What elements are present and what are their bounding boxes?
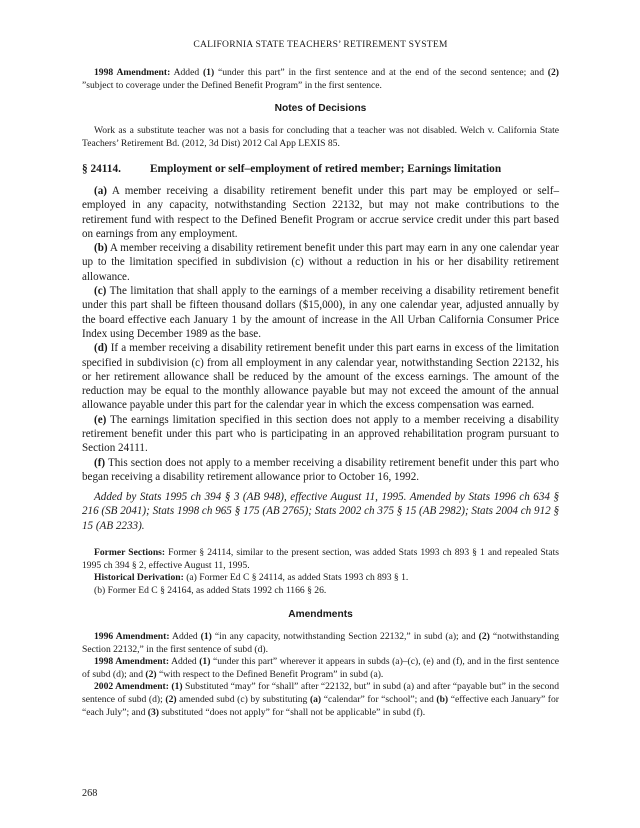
- notes-text: Work as a substitute teacher was not a basis for concluding that a teacher was not disabled. Welch v. California State Teachers’ Retirement Bd. (2012, 3d Dist) 2012 Cal App LEXIS 85.: [82, 125, 559, 149]
- amendments-list: [82, 631, 559, 719]
- section-number: § 24114.: [82, 163, 121, 175]
- amendment-2002: 2002 Amendment: (1) Substituted “may” for “shall” after “22132, but” in subd (a) and after “payable but” in the second sentence of subd (d); (2) amended subd (c) by substituting (a) “calendar” for “school”; and (b) “effective each January” for “each July”; and (3) substituted “does not apply” for “shall not be applicable” in subd (f).: [82, 681, 559, 718]
- section-subdivisions: [82, 184, 559, 484]
- page-number: 268: [82, 788, 98, 799]
- section-24114: [82, 163, 559, 175]
- amendments-heading: Amendments: [288, 609, 353, 620]
- history-text: Added by Stats 1995 ch 394 § 3 (AB 948), effective August 11, 1995. Amended by Stats 1996 ch 634 § 216 (SB 2041); Stats 1998 ch 965 § 175 (AB 2765); Stats 2002 ch 375 § 15 (AB 2982); Stats 2004 ch 912 § 15 (AB 2233).: [82, 491, 559, 532]
- subdivision-f: (f) This section does not apply to a member receiving a disability retirement benefit under this part who began receiving a disability retirement allowance prior to October 16, 1992.: [82, 456, 559, 483]
- amendment-label: 1998 Amendment:: [94, 67, 171, 78]
- former-sections: Former Sections: Former § 24114, similar to the present section, was added Stats 1993 ch 893 § 1 and repealed Stats 1995 ch 394 § 2, effective August 11, 1995.: [82, 547, 559, 571]
- former-sections-block: [82, 547, 559, 597]
- amendments-section: [82, 609, 559, 719]
- subdivision-c: (c) The limitation that shall apply to the earnings of a member receiving a disability retirement benefit under this part shall be fifteen thousand dollars ($15,000), in any one calendar year, adjusted annually by the board effective each January 1 by the amount of increase in the All Urban California Consumer Price Index using December 1989 as the base.: [82, 285, 559, 340]
- historical-derivation-b: (b) Former Ed C § 24164, as added Stats 1992 ch 1166 § 26.: [94, 584, 327, 596]
- amendment-1996: 1996 Amendment: Added (1) “in any capacity, notwithstanding Section 22132,” in subd (a); and (2) “notwithstanding Section 22132,” in the first sentence of subd (d).: [82, 631, 559, 655]
- section-title: Employment or self–employment of retired member; Earnings limitation: [150, 163, 502, 175]
- running-head: CALIFORNIA STATE TEACHERS’ RETIREMENT SYSTEM: [193, 39, 448, 50]
- history-note: [82, 490, 559, 533]
- subdivision-e: (e) The earnings limitation specified in this section does not apply to a member receiving a disability retirement benefit under this part who is participating in an approved rehabilitation program pursuant to Section 24111.: [82, 413, 559, 455]
- amendment-1998: 1998 Amendment: Added (1) “under this part” wherever it appears in subds (a)–(c), (e) and (f), and in the first sentence of subd (d); and (2) “with respect to the Defined Benefit Program” in subd (a).: [82, 656, 559, 680]
- amendment-1998-note: 1998 Amendment: Added (1) “under this part” in the first sentence and at the end of the second sentence; and (2) ”subject to coverage under the Defined Benefit Program” in the first sentence.: [82, 67, 559, 91]
- section-heading: [82, 163, 559, 175]
- notes-heading: Notes of Decisions: [274, 103, 367, 114]
- subdivision-d: (d) If a member receiving a disability retirement benefit under this part earns in excess of the limitation specified in subdivision (c) from all employment in any calendar year, notwithstanding Section 22132, his or her retirement allowance shall be reduced by the amount of the excess earnings. The amount of the reduction may be equal to the monthly allowance payable but may not exceed the amount of the annual allowance payable under this part for the calendar year in which the excess compensation was earned.: [82, 342, 559, 412]
- prior-amendment-note: [82, 67, 559, 92]
- subdivision-a: (a) A member receiving a disability retirement benefit under this part may be employed or self–employed in any capacity, notwithstanding Section 22132, but may not make contributions to the retirement fund with respect to the Defined Benefit Program or accrue service credit under this part based on earnings from any employment.: [82, 185, 559, 240]
- subdivision-b: (b) A member receiving a disability retirement benefit under this part may earn in any one calendar year up to the limitation specified in subdivision (c) without a reduction in his or her disability retirement allowance.: [82, 242, 559, 283]
- historical-derivation-a: Historical Derivation: (a) Former Ed C § 24114, as added Stats 1993 ch 893 § 1.: [94, 572, 409, 584]
- notes-of-decisions: [82, 103, 559, 150]
